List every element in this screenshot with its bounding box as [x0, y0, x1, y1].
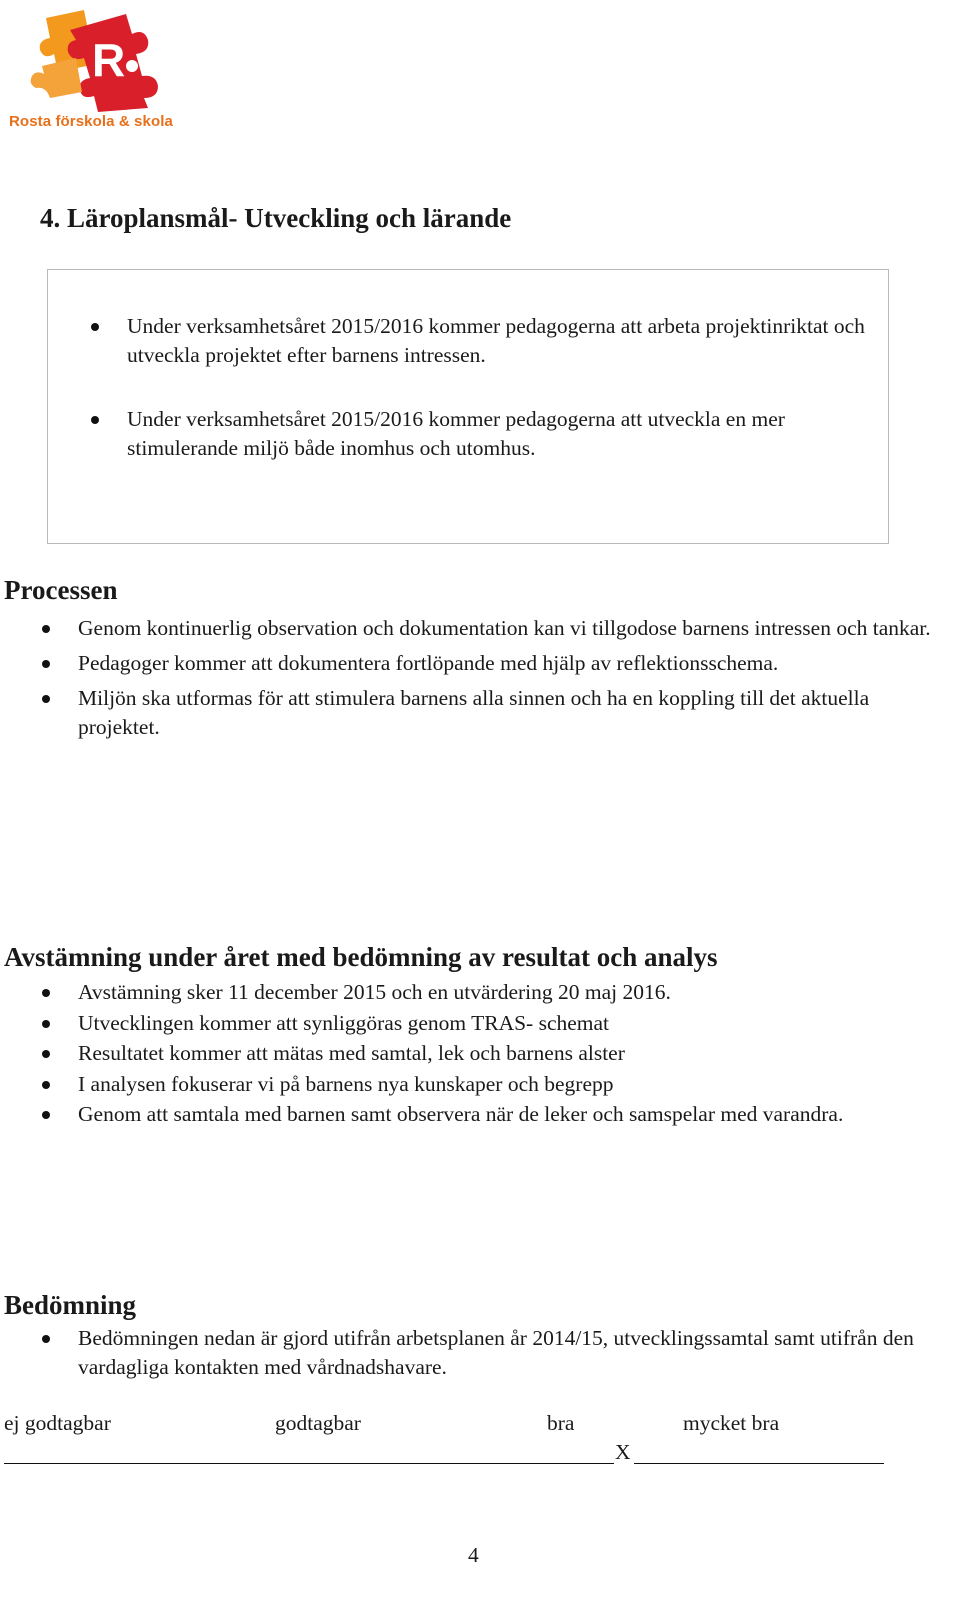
evaluation-text: I analysen fokuserar vi på barnens nya kunskaper och begrepp [78, 1071, 614, 1096]
process-item [78, 684, 948, 742]
assessment-heading: Bedömning [4, 1290, 137, 1320]
logo-dot-icon [126, 60, 138, 72]
process-text: Miljön ska utformas för att stimulera barnens alla sinnen och ha en koppling till det aktuella projektet. [78, 686, 870, 739]
page-number: 4 [468, 1543, 479, 1567]
process-list [78, 614, 948, 742]
evaluation-item [78, 1009, 948, 1038]
bullet-icon [42, 1335, 50, 1343]
process-heading: Processen [4, 575, 118, 605]
assessment-list [78, 1324, 948, 1382]
scale-label-bra: bra [547, 1411, 575, 1435]
process-text: Genom kontinuerlig observation och dokumentation kan vi tillgodose barnens intressen och tankar. [78, 616, 931, 640]
evaluation-item [78, 1100, 948, 1129]
logo-text: Rosta förskola & skola [9, 113, 173, 130]
bullet-icon [91, 323, 99, 331]
evaluation-item [78, 1070, 948, 1099]
assessment-text: Bedömningen nedan är gjord utifrån arbetsplanen år 2014/15, utvecklingssamtal samt utifrån den vardagliga kontakten med vårdnadshavare. [78, 1326, 914, 1379]
bullet-icon [42, 660, 50, 668]
goal-item [127, 312, 887, 370]
evaluation-item [78, 1039, 948, 1068]
evaluation-item [78, 978, 948, 1007]
bullet-icon [42, 1050, 50, 1058]
scale-mark: X [615, 1440, 631, 1464]
assessment-item [78, 1324, 948, 1382]
bullet-icon [42, 695, 50, 703]
evaluation-text: Genom att samtala med barnen samt observera när de leker och samspelar med varandra. [78, 1102, 844, 1126]
evaluation-text: Resultatet kommer att mätas med samtal, lek och barnens alster [78, 1041, 625, 1065]
evaluation-heading: Avstämning under året med bedömning av resultat och analys [4, 942, 718, 972]
bullet-icon [42, 625, 50, 633]
section-title: 4. Läroplansmål- Utveckling och lärande [40, 203, 512, 233]
goal-item [127, 405, 887, 463]
process-item [78, 649, 948, 678]
bullet-icon [42, 1111, 50, 1119]
bullet-icon [42, 1081, 50, 1089]
goal-text: Under verksamhetsåret 2015/2016 kommer pedagogerna att arbeta projektinriktat och utveckla projektet efter barnens intressen. [127, 314, 865, 367]
bullet-icon [42, 1020, 50, 1028]
bullet-icon [91, 416, 99, 424]
scale-line-left [4, 1463, 614, 1464]
goals-list [127, 312, 887, 463]
evaluation-list [78, 978, 948, 1129]
scale-label-godtagbar: godtagbar [275, 1411, 361, 1435]
evaluation-text: Avstämning sker 11 december 2015 och en utvärdering 20 maj 2016. [78, 980, 671, 1004]
logo-letter: R [92, 34, 126, 86]
goal-text: Under verksamhetsåret 2015/2016 kommer pedagogerna att utveckla en mer stimulerande miljö både inomhus och utomhus. [127, 407, 785, 460]
process-item [78, 614, 948, 643]
scale-label-ej-godtagbar: ej godtagbar [4, 1411, 111, 1435]
process-text: Pedagoger kommer att dokumentera fortlöpande med hjälp av reflektionsschema. [78, 651, 779, 675]
puzzle-piece-orange-small-icon [31, 58, 82, 98]
scale-label-mycket-bra: mycket bra [683, 1411, 780, 1435]
evaluation-text: Utvecklingen kommer att synliggöras genom TRAS- schemat [78, 1010, 610, 1035]
scale-line-right [634, 1463, 884, 1464]
bullet-icon [42, 989, 50, 997]
